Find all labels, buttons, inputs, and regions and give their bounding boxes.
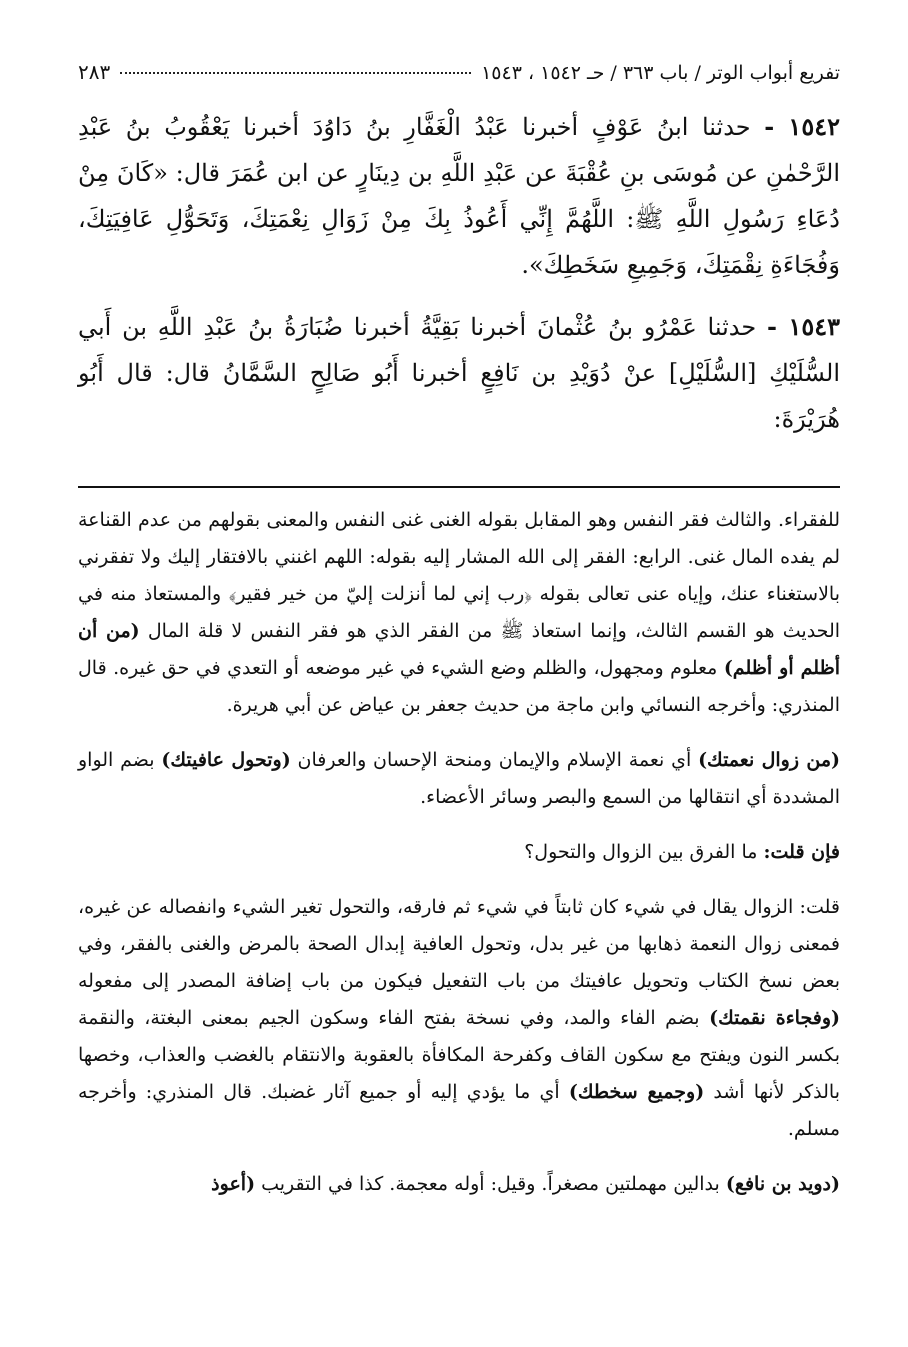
hadith-1542: [78, 104, 840, 288]
book-page: [78, 60, 840, 1203]
bold-term: (دويد بن نافع): [725, 1173, 840, 1195]
footnote-divider: [78, 486, 840, 488]
bold-term: (وجميع سخطك): [568, 1081, 705, 1103]
commentary-paragraph: فإن قلت: ما الفرق بين الزوال والتحول؟: [524, 841, 840, 863]
commentary-paragraph: قلت: الزوال يقال في شيء كان ثابتاً في شيء ثم فارقه، والتحول تغير الشيء وانفصاله عن غيره، فمعنى زوال النعمة ذهابها من غير بدل، وتحول العافية إبدال الصحة بالمرض والغنى بالفقر، وفي بعض نسخ الكتاب وتحويل عافيتك من باب التفعيل فيكون من باب إضافة المصدر إلى مفعوله (وفجاءة نقمتك) بضم الفاء والمد، وفي نسخة بفتح الفاء وسكون الجيم بمعنى البغتة، والنقمة بكسر النون ويفتح مع سكون القاف وكفرحة المكافأة بالعقوبة والانتقام بالغضب والعذاب، وخصها بالذكر لأنها أشد (وجميع سخطك) أي ما يؤدي إليه أو جميع آثار غضبك. قال المنذري: وأخرجه مسلم.: [78, 896, 840, 1140]
commentary: [78, 502, 840, 1203]
bold-term: (من زوال نعمتك): [698, 749, 841, 771]
commentary-paragraph: (من زوال نعمتك) أي نعمة الإسلام والإيمان ومنحة الإحسان والعرفان (وتحول عافيتك) بضم الواو المشددة أي انتقالها من السمع والبصر وسائر الأعضاء.: [78, 749, 841, 808]
hadith-number: ١٥٤٣ -: [766, 312, 840, 341]
page-number: ٢٨٣: [78, 60, 111, 84]
bold-term: (وفجاءة نقمتك): [709, 1007, 840, 1029]
page-header: [78, 60, 840, 96]
header-dot-leader: [120, 72, 471, 74]
bold-term: (من أن أظلم أو أظلم): [78, 620, 840, 679]
commentary-paragraph: (دويد بن نافع) بدالين مهملتين مصغراً. وقيل: أوله معجمة. كذا في التقريب (أعوذ: [211, 1173, 840, 1195]
bold-term: (وتحول عافيتك): [161, 749, 291, 771]
hadith-number: ١٥٤٢ -: [764, 112, 840, 141]
bold-term: فإن قلت:: [763, 841, 840, 863]
bold-term: (أعوذ: [211, 1173, 256, 1195]
commentary-paragraph: للفقراء. والثالث فقر النفس وهو المقابل بقوله الغنى غنى النفس والمعنى بقولهم من عدم القناعة لم يفده المال غنى. الرابع: الفقر إلى الله المشار إليه بقوله: اللهم اغنني بالافتقار إليك ولا تفقرني بالاستغناء عنك، وإياه عنى تعالى بقوله ﴿رب إني لما أنزلت إليّ من خير فقير﴾ والمستعاذ منه في الحديث هو القسم الثالث، وإنما استعاذ ﷺ من الفقر الذي هو فقر النفس لا قلة المال (من أن أظلم أو أظلم) معلوم ومجهول، والظلم وضع الشيء في غير موضعه أو التعدي في حق غيره. قال المنذري: وأخرجه النسائي وابن ماجة من حديث جعفر بن عياض عن أبي هريرة.: [78, 509, 841, 716]
hadith-1543: [78, 304, 840, 442]
hadith-text: حدثنا عَمْرُو بنُ عُثْمانَ أخبرنا بَقِيَّةُ أخبرنا ضُبَارَةُ بنُ عَبْدِ اللَّهِ بن أَبي السُّلَيْكِ [السُّلَيْلِ] عنْ دُوَيْدِ بن نَافِعٍ أخبرنا أَبُو صَالِحٍ السَّمَّانُ قال: قال أَبُو هُرَيْرَةَ:: [78, 313, 840, 433]
running-title: تفريع أبواب الوتر / باب ٣٦٣ / حـ ١٥٤٢ ، ١٥٤٣: [481, 62, 840, 84]
hadith-text: حدثنا ابنُ عَوْفٍ أخبرنا عَبْدُ الْغَفَّارِ بنُ دَاوُدَ أخبرنا يَعْقُوبُ بنُ عَبْدِ الرَّحْمٰنِ عن مُوسَى بنِ عُقْبَةَ عن عَبْدِ اللَّهِ بن دِينَارٍ عن ابن عُمَرَ قال: «كَانَ مِنْ دُعَاءِ رَسُولِ اللَّهِ ﷺ: اللَّهُمَّ إِنِّي أَعُوذُ بِكَ مِنْ زَوَالِ نِعْمَتِكَ، وَتَحَوُّلِ عَافِيَتِكَ، وَفُجَاءَةِ نِقْمَتِكَ، وَجَمِيعِ سَخَطِكَ».: [78, 113, 840, 279]
